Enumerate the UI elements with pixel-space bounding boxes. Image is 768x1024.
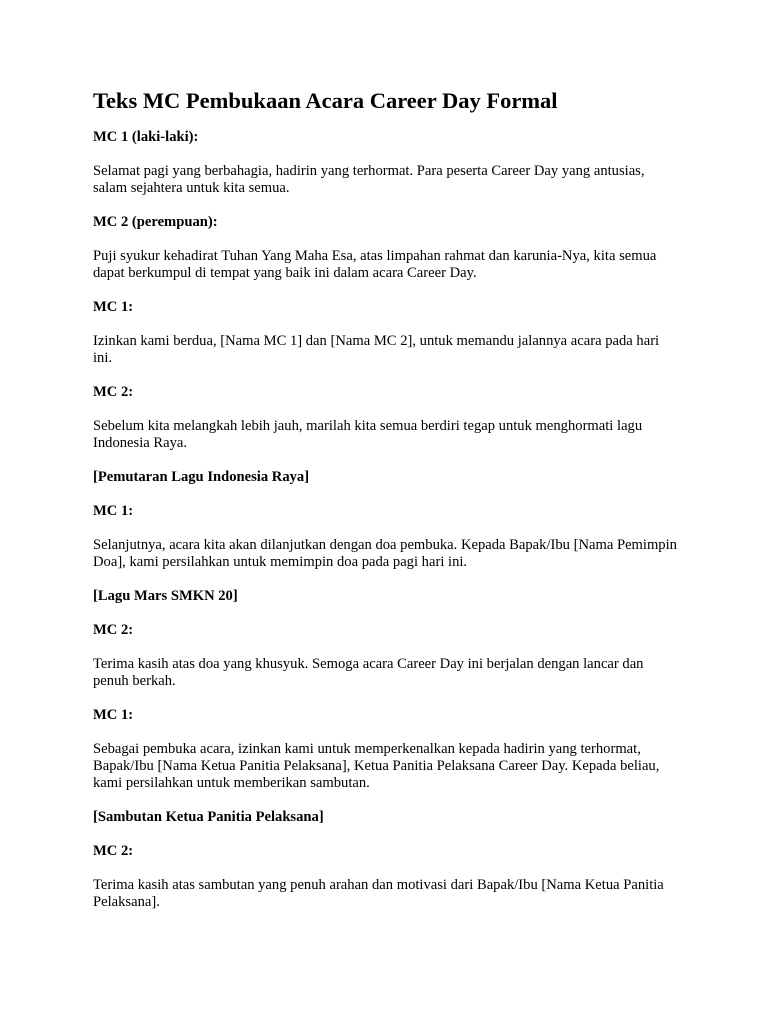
dialogue-paragraph: Puji syukur kehadirat Tuhan Yang Maha Esa, atas limpahan rahmat dan karunia-Nya, kita semua dapat berkumpul di tempat yang baik ini dalam acara Career Day. (93, 248, 657, 281)
dialogue-paragraph: Izinkan kami berdua, [Nama MC 1] dan [Nama MC 2], untuk memandu jalannya acara pada hari ini. (93, 333, 660, 366)
speaker-label: MC 1 (laki-laki): (93, 129, 199, 145)
stage-direction: [Sambutan Ketua Panitia Pelaksana] (93, 809, 324, 825)
dialogue-paragraph: Terima kasih atas sambutan yang penuh arahan dan motivasi dari Bapak/Ibu [Nama Ketua Panitia Pelaksana]. (93, 877, 664, 910)
speaker-label: MC 1: (93, 299, 134, 315)
dialogue-paragraph: Selamat pagi yang berbahagia, hadirin yang terhormat. Para peserta Career Day yang antusias, salam sejahtera untuk kita semua. (93, 163, 645, 196)
speaker-label: MC 2: (93, 384, 134, 400)
dialogue-paragraph: Sebelum kita melangkah lebih jauh, marilah kita semua berdiri tegap untuk menghormati lagu Indonesia Raya. (93, 418, 643, 451)
document-page (93, 86, 678, 928)
speaker-label: MC 2: (93, 622, 134, 638)
dialogue-paragraph: Terima kasih atas doa yang khusyuk. Semoga acara Career Day ini berjalan dengan lancar dan penuh berkah. (93, 656, 644, 689)
dialogue-paragraph: Selanjutnya, acara kita akan dilanjutkan dengan doa pembuka. Kepada Bapak/Ibu [Nama Pemimpin Doa], kami persilahkan untuk memimpin doa pada pagi hari ini. (93, 537, 677, 570)
speaker-label: MC 1: (93, 707, 134, 723)
speaker-label: MC 2 (perempuan): (93, 214, 218, 230)
stage-direction: [Pemutaran Lagu Indonesia Raya] (93, 469, 310, 485)
stage-direction: [Lagu Mars SMKN 20] (93, 588, 238, 604)
document-title: Teks MC Pembukaan Acara Career Day Formal (93, 88, 558, 113)
speaker-label: MC 2: (93, 843, 134, 859)
dialogue-paragraph: Sebagai pembuka acara, izinkan kami untuk memperkenalkan kepada hadirin yang terhormat, Bapak/Ibu [Nama Ketua Panitia Pelaksana], Ketua Panitia Pelaksana Career Day. Kepada beliau, kami persilahkan untuk memberikan sambutan. (93, 741, 660, 791)
speaker-label: MC 1: (93, 503, 134, 519)
